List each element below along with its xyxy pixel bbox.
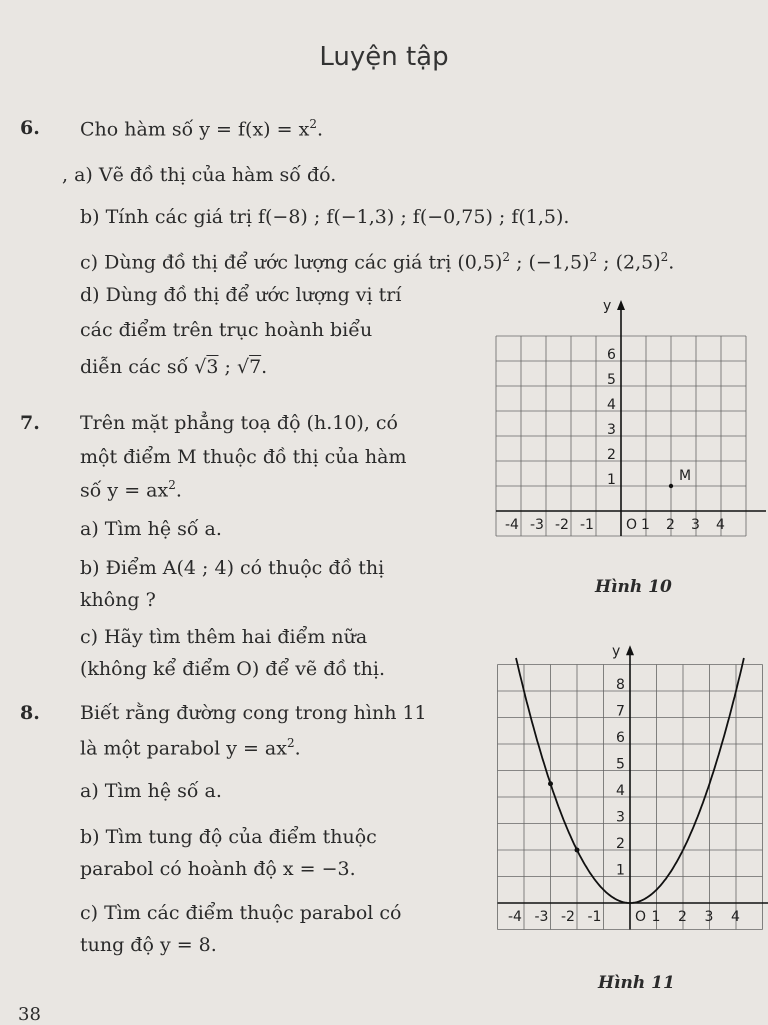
exercise-7-line-2: một điểm M thuộc đồ thị của hàm — [80, 446, 407, 468]
y-tick-label: 6 — [616, 730, 625, 746]
y-tick-label: 3 — [616, 809, 625, 826]
exercise-7-part-a: a) Tìm hệ số a. — [80, 518, 222, 540]
y-tick-label: 1 — [607, 472, 616, 488]
page-number: 38 — [18, 1004, 41, 1025]
exercise-7-line-1: Trên mặt phẳng toạ độ (h.10), có — [80, 412, 398, 434]
y-axis-label: y — [612, 643, 621, 660]
exercise-7-part-c-line-2: (không kể điểm O) để vẽ đồ thị. — [80, 658, 386, 680]
y-tick-label: 8 — [616, 677, 625, 693]
exercise-7-line-3: số $y = ax^2$. — [80, 478, 182, 502]
y-axis-arrow — [626, 645, 634, 655]
x-tick-label: -3 — [530, 517, 544, 533]
y-tick-label: 1 — [616, 862, 625, 879]
y-tick-label: 3 — [607, 422, 616, 438]
y-tick-label: 6 — [607, 347, 616, 363]
exercise-7-part-b-line-2: không ? — [80, 589, 156, 611]
page-title: Luyện tập — [319, 42, 449, 72]
exercise-6-part-c: c) Dùng đồ thị để ước lượng các giá trị $(0,5)^2$ ; $(-1,5)^2$ ; $(2,5)^2$. — [80, 250, 675, 274]
x-tick-label: -3 — [534, 909, 549, 925]
exercise-8-part-a: a) Tìm hệ số a. — [80, 780, 222, 802]
x-tick-label: 1 — [651, 909, 661, 925]
origin-label: O — [635, 909, 647, 925]
exercise-8-part-b-line-1: b) Tìm tung độ của điểm thuộc — [80, 826, 377, 848]
exercise-8-part-b-line-2: parabol có hoành độ x = −3. — [80, 858, 356, 880]
exercise-8-part-c-line-2: tung độ y = 8. — [80, 934, 217, 956]
marked-point — [548, 781, 553, 786]
origin-label: O — [626, 517, 638, 533]
x-tick-label: -1 — [580, 517, 594, 533]
x-tick-label: 2 — [678, 909, 687, 925]
exercise-8-part-c-line-1: c) Tìm các điểm thuộc parabol có — [80, 902, 402, 924]
y-tick-label: 4 — [607, 397, 616, 413]
exercise-6-number: 6. — [20, 117, 40, 139]
exercise-8-line-2: là một parabol $y = ax^2$. — [80, 736, 301, 760]
y-axis-label: y — [603, 298, 612, 314]
x-tick-label: -1 — [587, 909, 602, 925]
y-tick-label: 7 — [616, 703, 625, 720]
exercise-6-stem: Cho hàm số $y = f(x) = x^2$. — [80, 117, 323, 141]
x-tick-label: -2 — [561, 909, 575, 925]
figure-10-caption: Hình 10 — [595, 577, 672, 597]
x-tick-label: 3 — [691, 517, 700, 533]
x-tick-label: 2 — [666, 517, 675, 533]
x-tick-label: -4 — [505, 517, 519, 533]
y-tick-label: 4 — [616, 783, 625, 799]
x-tick-label: 4 — [716, 517, 725, 533]
figure-11-caption: Hình 11 — [598, 973, 675, 993]
exercise-6-part-d-line-3: diễn các số √3 ; √7. — [80, 356, 268, 378]
y-tick-label: 2 — [616, 836, 625, 852]
exercise-8-number: 8. — [20, 702, 40, 724]
exercise-7-number: 7. — [20, 412, 40, 434]
exercise-6-part-b: b) Tính các giá trị f(−8) ; f(−1,3) ; f(−0,75) ; f(1,5). — [80, 206, 570, 228]
x-tick-label: 1 — [641, 517, 650, 533]
x-tick-label: -2 — [555, 517, 569, 533]
exercise-6-part-d-line-2: các điểm trên trục hoành biểu — [80, 319, 373, 341]
x-tick-label: 3 — [704, 909, 714, 925]
x-tick-label: 4 — [731, 909, 740, 925]
marked-point — [575, 848, 580, 853]
y-tick-label: 5 — [607, 372, 616, 388]
exercise-6-part-a: , a) Vẽ đồ thị của hàm số đó. — [62, 164, 337, 186]
y-tick-label: 2 — [607, 447, 616, 463]
exercise-8-line-1: Biết rằng đường cong trong hình 11 — [80, 702, 427, 724]
exercise-7-part-c-line-1: c) Hãy tìm thêm hai điểm nữa — [80, 626, 368, 648]
y-tick-label: 5 — [616, 756, 625, 773]
x-tick-label: -4 — [508, 909, 522, 925]
exercise-6-part-d-line-1: d) Dùng đồ thị để ước lượng vị trí — [80, 284, 402, 306]
point-m-label: M — [679, 468, 692, 484]
exercise-7-part-b-line-1: b) Điểm A(4 ; 4) có thuộc đồ thị — [80, 557, 385, 579]
